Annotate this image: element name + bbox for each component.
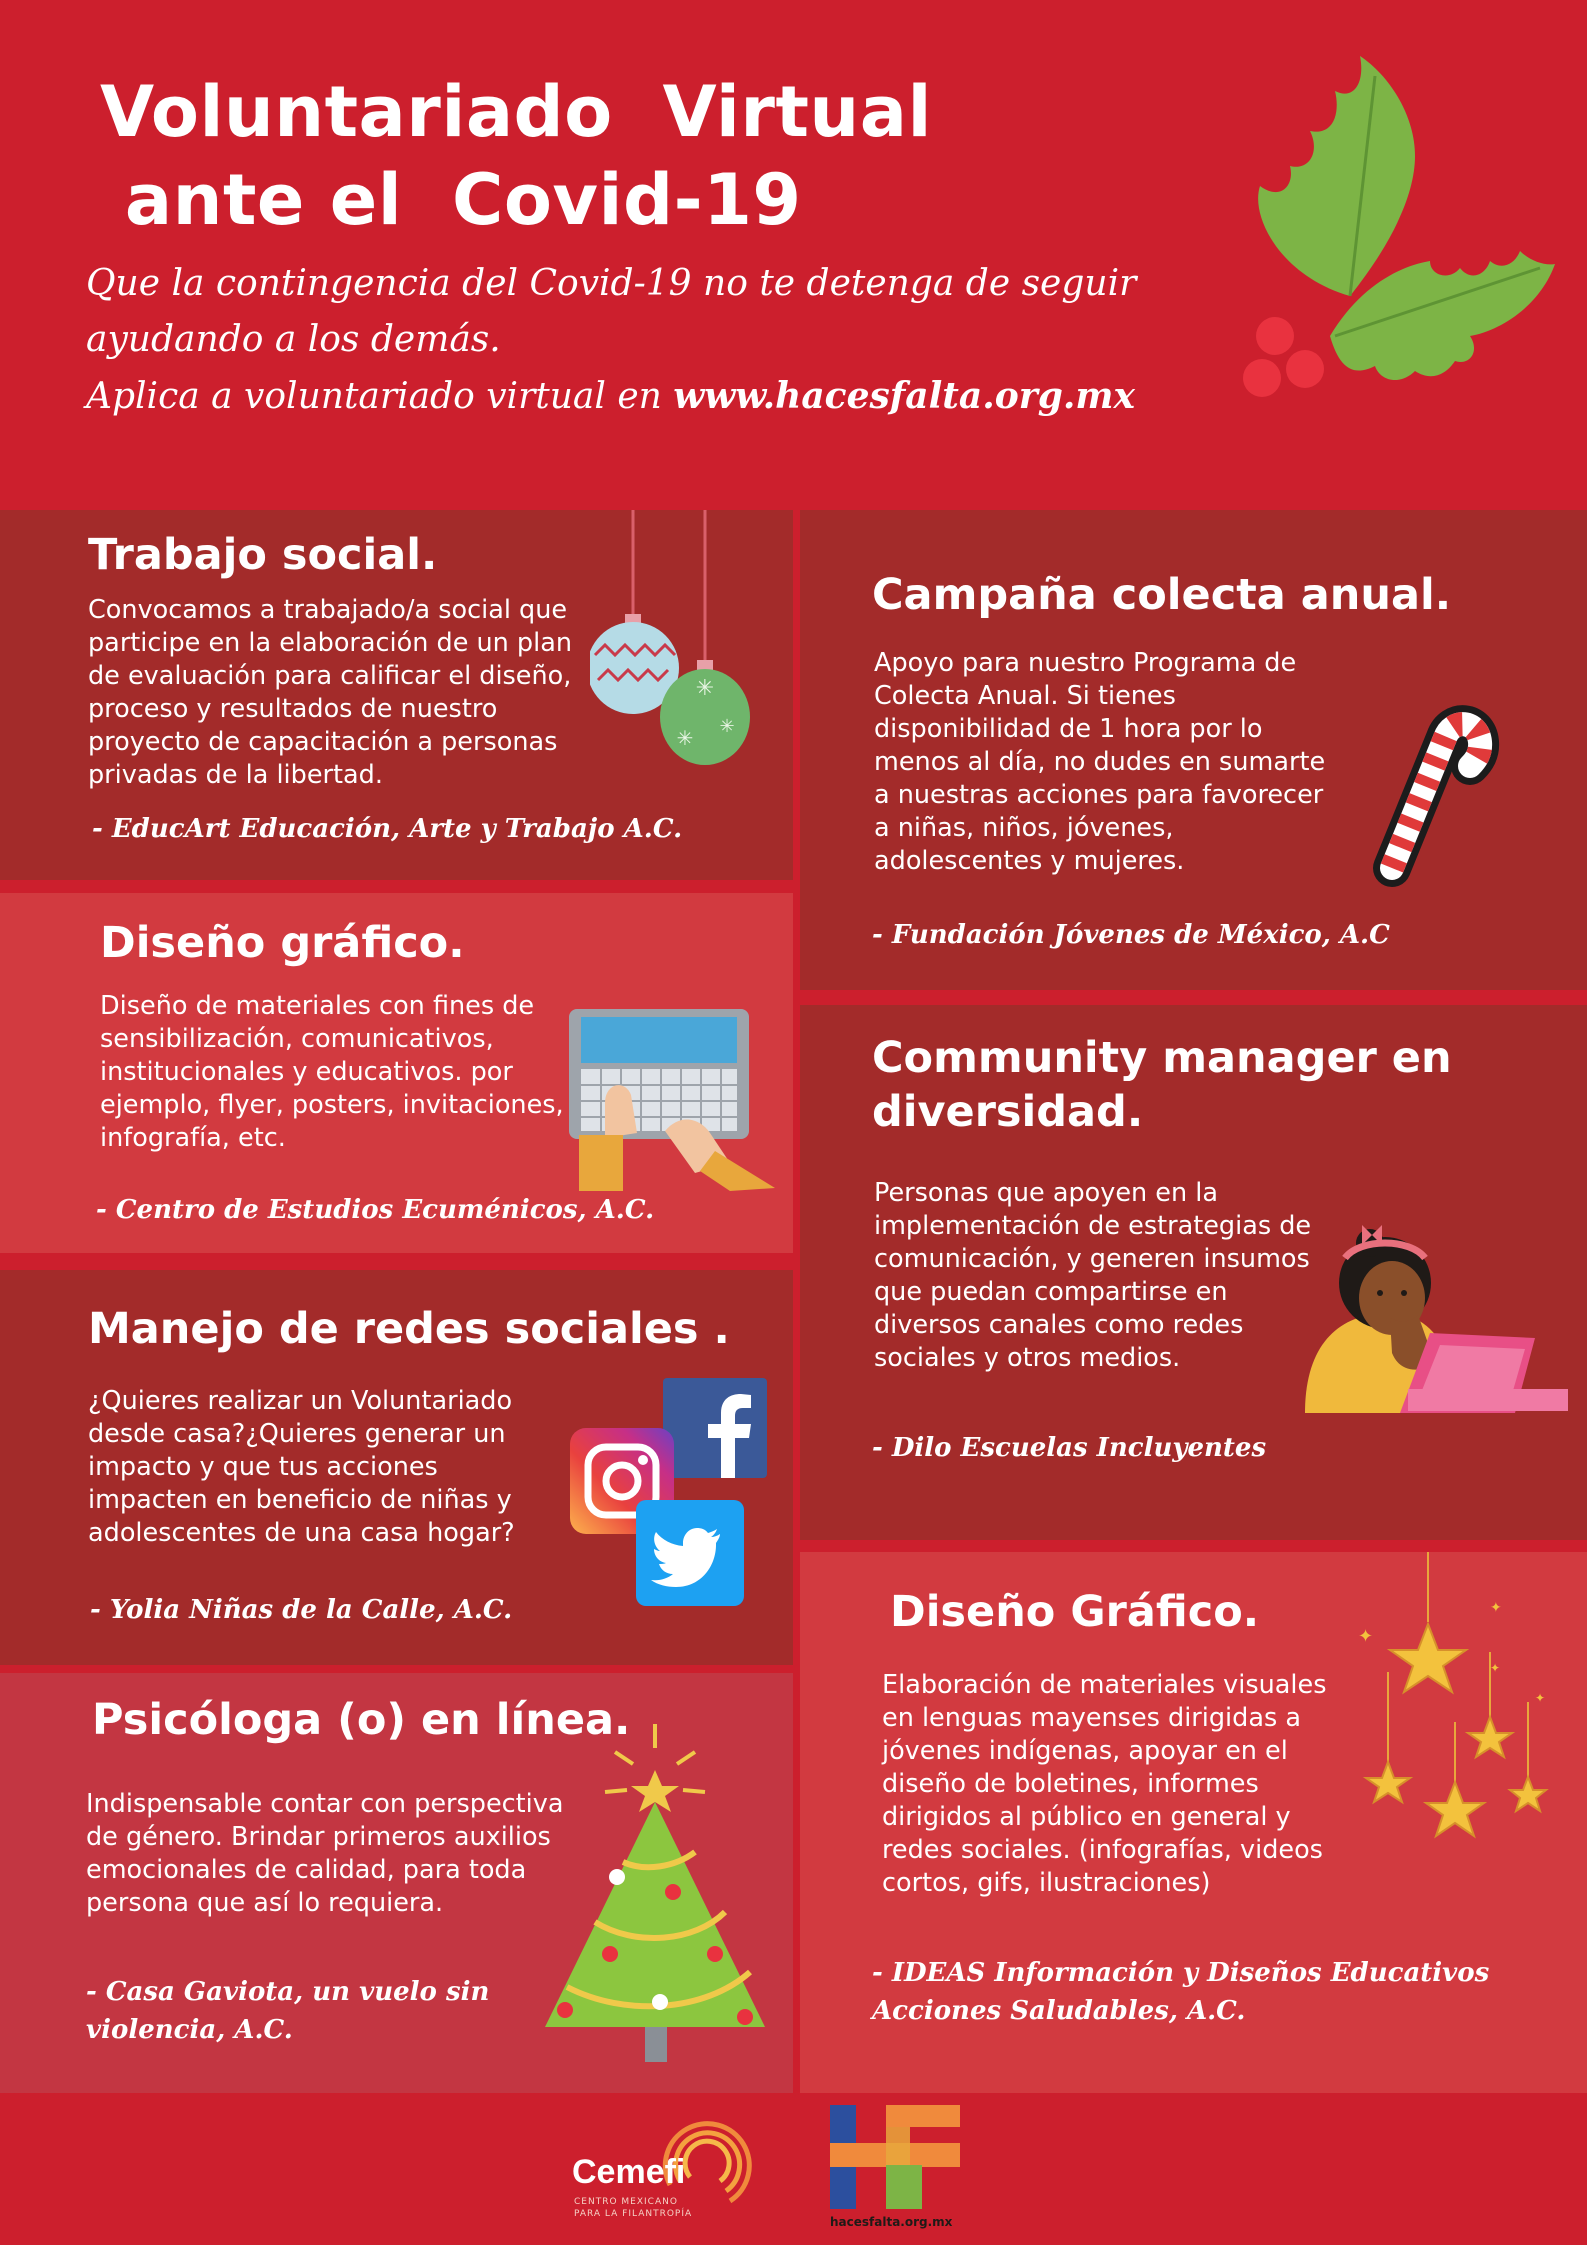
card-credit: - IDEAS Información y Diseños Educativos Acciones Saludables, A.C. — [872, 1958, 1490, 2026]
cemefi-name: Cemefi — [572, 2153, 686, 2191]
page-title — [100, 68, 932, 244]
hanging-stars-icon — [1350, 1552, 1550, 1852]
card-title: Manejo de redes sociales . — [88, 1304, 730, 1354]
card-title: Trabajo social. — [88, 530, 438, 580]
svg-text:✦: ✦ — [1490, 1661, 1501, 1675]
card-title: Diseño Gráfico. — [890, 1587, 1260, 1637]
card-credit: - Centro de Estudios Ecuménicos, A.C. — [96, 1195, 655, 1225]
intro-line-3-prefix: Aplica a voluntariado virtual en — [86, 376, 674, 417]
card-title: Campaña colecta anual. — [872, 570, 1452, 620]
svg-text:✦: ✦ — [1535, 1691, 1546, 1705]
svg-text:✳: ✳ — [719, 716, 735, 737]
card-title: Psicóloga (o) en línea. — [92, 1695, 631, 1745]
card-credit: - Yolia Niñas de la Calle, A.C. — [90, 1595, 513, 1625]
facebook-icon — [663, 1378, 767, 1478]
card-credit: - Dilo Escuelas Incluyentes — [872, 1433, 1267, 1463]
hacesfalta-logo — [830, 2105, 965, 2235]
girl-tablet-icon — [1300, 1213, 1570, 1413]
intro-line-2: ayudando a los demás. — [86, 319, 501, 360]
laptop-typing-icon — [565, 1003, 780, 1193]
card-body: Convocamos a trabajado/a social que participe en la elaboración de un plan de evaluación para calificar el diseño, proceso y resultados de nuestro proyecto de capacitación a personas privadas de la libertad. — [88, 595, 572, 790]
cemefi-subtitle-2: PARA LA FILANTROPÍA — [574, 2209, 693, 2219]
twitter-icon — [636, 1500, 744, 1606]
title-line-1: Voluntariado Virtual — [100, 71, 932, 153]
svg-text:✦: ✦ — [1358, 1626, 1374, 1647]
cemefi-subtitle-1: CENTRO MEXICANO — [574, 2197, 678, 2207]
candy-cane-icon — [1370, 668, 1505, 888]
title-line-2: ante el Covid-19 — [100, 159, 802, 241]
intro-text — [86, 256, 1236, 425]
svg-text:✳: ✳ — [695, 676, 715, 701]
card-body: Apoyo para nuestro Programa de Colecta Anual. Si tienes disponibilidad de 1 hora por lo menos al día, no dudes en sumarte a nuestras acciones para favorecer a niñas, niños, jóvenes, adolescentes y mujeres. — [874, 648, 1326, 876]
card-credit: - EducArt Educación, Arte y Trabajo A.C. — [92, 814, 683, 844]
card-body: Diseño de materiales con fines de sensibilización, comunicativos, institucionales y educativos. por ejemplo, flyer, posters, invitaciones, infografía, etc. — [100, 991, 564, 1153]
footer — [0, 2094, 1587, 2245]
cemefi-logo — [570, 2105, 770, 2235]
intro-line-3 — [86, 368, 1236, 425]
holly-icon — [1240, 36, 1560, 406]
card-credit: - Fundación Jóvenes de México, A.C — [872, 920, 1390, 950]
card-body: Indispensable contar con perspectiva de género. Brindar primeros auxilios emocionales de calidad, para toda persona que así lo requiera. — [86, 1789, 564, 1918]
card-title: Diseño gráfico. — [100, 918, 465, 968]
website-link[interactable]: www.hacesfalta.org.mx — [673, 375, 1135, 417]
christmas-tree-icon — [545, 1722, 785, 2068]
card-credit: - Casa Gaviota, un vuelo sin violencia, A.C. — [86, 1977, 490, 2045]
card-body: ¿Quieres realizar un Voluntariado desde casa?¿Quieres generar un impacto y que tus acciones impacten en beneficio de niñas y adolescentes de una casa hogar? — [88, 1386, 515, 1548]
card-body: Elaboración de materiales visuales en lenguas mayenses dirigidas a jóvenes indígenas, apoyar en el diseño de boletines, informes dirigidos al público en general y redes sociales. (infografías, videos cortos, gifs, ilustraciones) — [882, 1670, 1327, 1898]
hacesfalta-caption: hacesfalta.org.mx — [830, 2215, 953, 2229]
svg-text:✳: ✳ — [676, 726, 694, 750]
card-body: Personas que apoyen en la implementación de estrategias de comunicación, y generen insumos que puedan compartirse en diversos canales como redes sociales y otros medios. — [874, 1178, 1312, 1373]
card-title: Community manager en diversidad. — [872, 1033, 1452, 1137]
hf-mark-icon — [830, 2105, 960, 2215]
svg-text:✦: ✦ — [1490, 1600, 1502, 1616]
ornaments-icon — [590, 510, 760, 770]
intro-line-1: Que la contingencia del Covid-19 no te detenga de seguir — [86, 263, 1137, 304]
